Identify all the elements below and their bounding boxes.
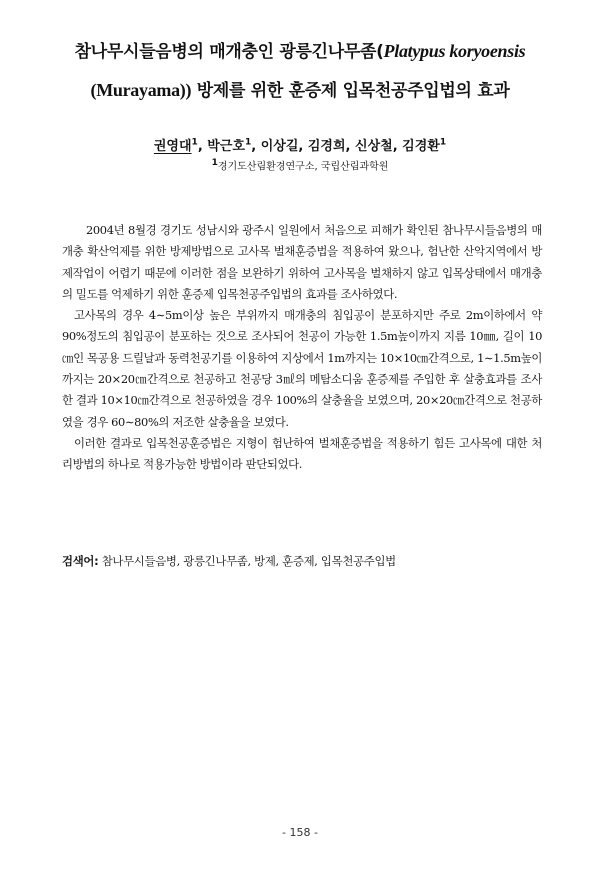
author-separator: , <box>197 139 208 155</box>
author-superscript: 1 <box>244 138 252 148</box>
affiliation-text: 경기도산림환경연구소, 국립산림과학원 <box>217 161 389 173</box>
abstract-paragraph: 2004년 8월경 경기도 성남시와 광주시 일원에서 처음으로 피해가 확인된 참나무시들음병의 매개충 확산억제를 위한 방제방법으로 고사목 벌채훈증법을 적용하여 왔으나, 험난한 산악지역에서 방제작업이 어렵기 때문에 이러한 점을 보완하기 위하여 고사목을 벌채하지 않고 입목상태에서 매개충의 밀도를 억제하기 위한 훈증제 입목천공주입법의 효과를 조사하였다. <box>62 223 542 301</box>
author-name: 김경환 <box>402 139 440 155</box>
keywords <box>62 551 542 571</box>
author-separator: , <box>345 139 356 155</box>
author-name: 신상철 <box>355 139 393 155</box>
author-separator: , <box>251 139 261 155</box>
title-korean: 참나무시들음병의 매개충인 광릉긴나무좀( <box>74 42 384 62</box>
author-separator: , <box>298 139 308 155</box>
abstract-paragraph: 고사목의 경우 4∼5m이상 높은 부위까지 매개충의 침입공이 분포하지만 주로 2m이하에서 약 90%정도의 침입공이 분포하는 것으로 조사되어 천공이 가능한 1.5m높이까지 지름 10㎜, 길이 10㎝인 목공용 드릴날과 동력천공기를 이용하여 지상에서 1m까지는 10×10㎝간격으로, 1∼1.5m높이까지는 20×20㎝간격으로 천공하고 천공당 3㎖의 메탐소디움 훈증제를 주입한 후 살충효과를 조사한 결과 10×10㎝간격으로 천공하였을 경우 100%의 살충율을 보였으며, 20×20㎝간격으로 천공하였을 경우 60∼80%의 저조한 살충율을 보였다. <box>62 308 542 429</box>
author <box>402 139 446 154</box>
author-separator: , <box>392 139 403 155</box>
keywords-text: 참나무시들음병, 광릉긴나무좀, 방제, 훈증제, 입목천공주입법 <box>98 554 396 568</box>
affiliation-superscript: 1 <box>211 158 218 168</box>
abstract <box>62 220 542 476</box>
author-superscript: 1 <box>191 138 198 148</box>
author-superscript: 1 <box>439 138 447 148</box>
author <box>261 139 308 154</box>
title-scientific-name: Platypus koryoensis <box>383 41 526 61</box>
abstract-paragraph: 이러한 결과로 입목천공훈증법은 지형이 험난하여 벌채훈증법을 적용하기 힘든 고사목에 대한 처리방법의 하나로 적용가능한 방법이라 판단되었다. <box>62 435 542 472</box>
paper-title <box>40 32 560 110</box>
author <box>355 139 402 154</box>
title-author-citation: (Murayama)) <box>90 80 192 100</box>
affiliation <box>40 155 560 175</box>
author <box>154 139 207 154</box>
author <box>308 139 355 154</box>
page-number: - 158 - <box>282 826 318 839</box>
author-name: 김경희 <box>307 139 346 155</box>
author-list <box>40 133 560 157</box>
author-name: 박근호 <box>207 139 245 155</box>
author-name: 권영대 <box>153 139 192 155</box>
author <box>207 139 260 154</box>
keywords-label: 검색어: <box>62 554 99 568</box>
title-korean-end: 방제를 위한 훈증제 입목천공주입법의 효과 <box>191 81 510 101</box>
author-name: 이상길 <box>260 139 299 155</box>
